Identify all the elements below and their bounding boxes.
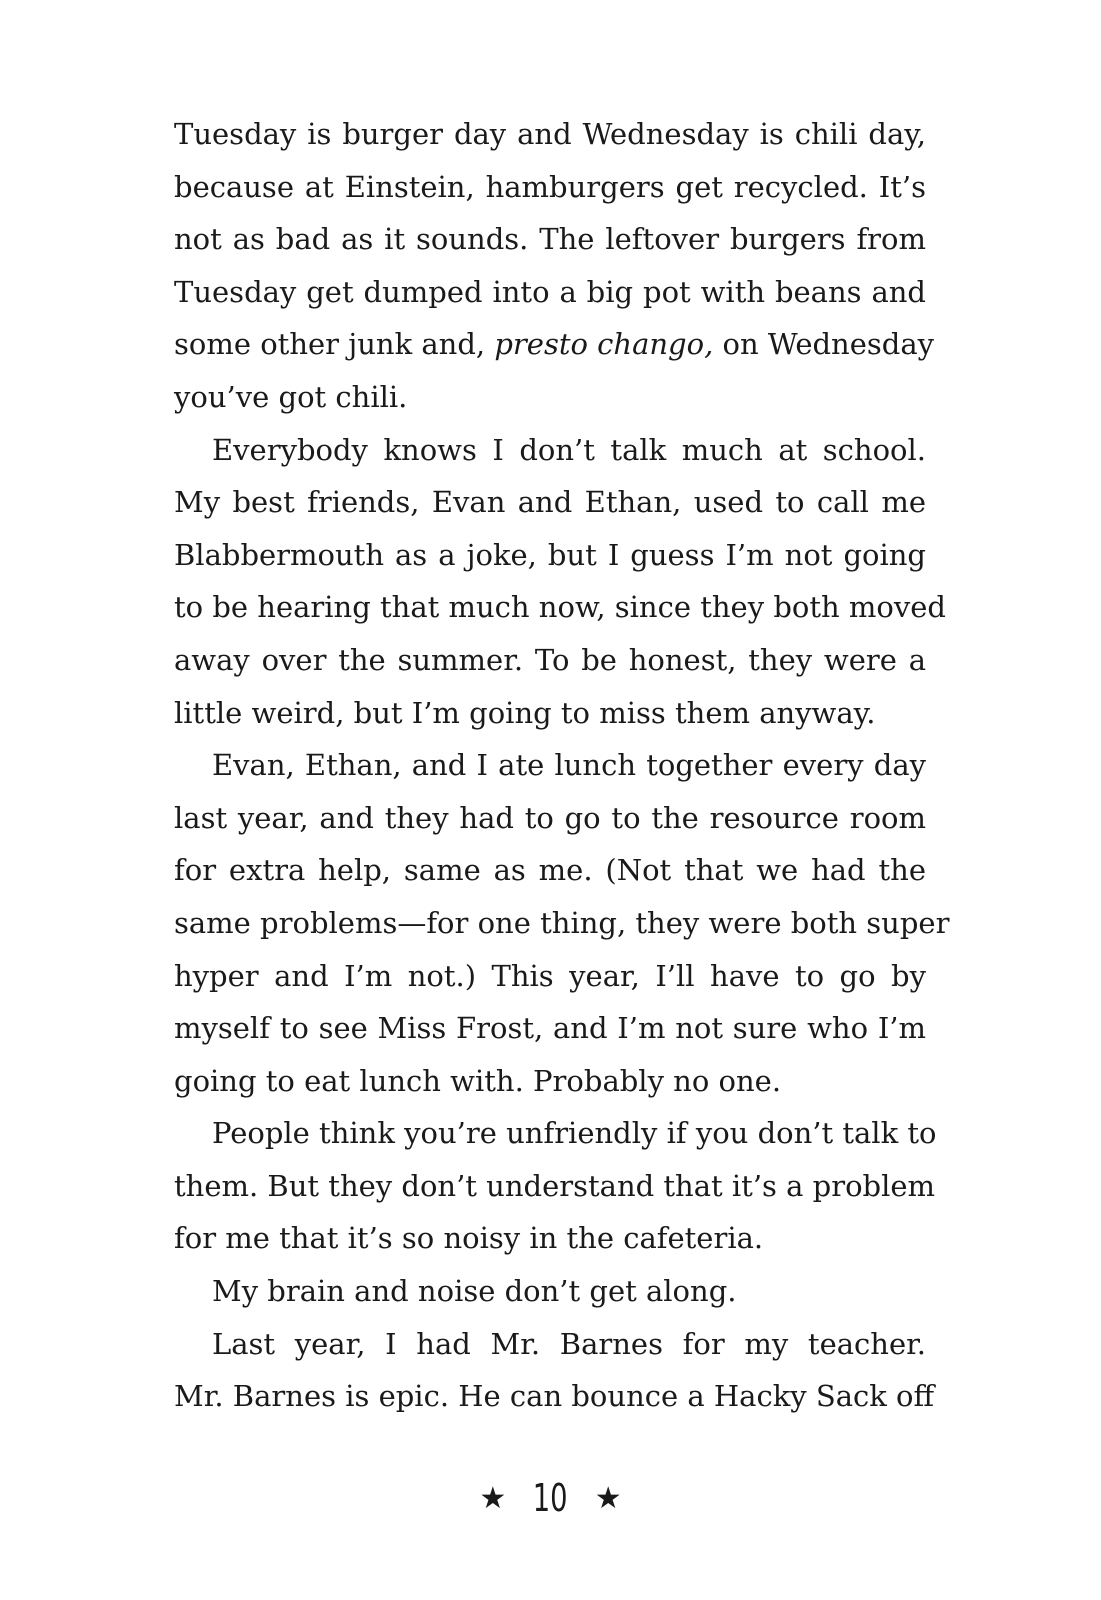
paragraph [174,1318,935,1423]
text-line: Tuesday get dumped into a big pot with beans and [174,274,926,309]
text-line: not as bad as it sounds. The leftover burgers from [174,222,926,257]
text-line: Tuesday is burger day and Wednesday is chili day, [174,117,926,151]
text-line: My brain and noise don’t get along. [212,1274,737,1309]
star-left-icon: ★ [479,1481,507,1516]
paragraph [174,739,950,1107]
paragraph [174,424,946,740]
text-run: on Wednesday [713,327,934,362]
text-line: because at Einstein, hamburgers get recycled. It’s [174,169,926,204]
text-line: them. But they don’t understand that it’s a problem [174,1168,936,1203]
text-line: for me that it’s so noisy in the cafeteria. [174,1221,764,1256]
text-line: little weird, but I’m going to miss them anyway. [174,695,876,730]
text-line: myself to see Miss Frost, and I’m not sure who I’m [174,1011,926,1046]
text-line: Mr. Barnes is epic. He can bounce a Hacky Sack off [174,1379,935,1414]
paragraph [174,1107,937,1265]
text-line: Blabbermouth as a joke, but I guess I’m not going [174,537,926,572]
page-number-footer [0,1476,1101,1520]
text-run: some other junk and, [174,327,495,362]
star-right-icon: ★ [594,1481,622,1516]
text-line: going to eat lunch with. Probably no one. [174,1063,782,1098]
text-line: for extra help, same as me. (Not that we had the [174,853,926,888]
paragraph [174,108,934,424]
italic-phrase: presto chango, [494,327,714,362]
text-line: same problems—for one thing, they were both super [174,905,950,940]
text-line: to be hearing that much now, since they both moved [174,590,946,625]
text-line: Evan, Ethan, and I ate lunch together every day [212,748,926,783]
paragraph [174,1265,926,1318]
text-line: My best friends, Evan and Ethan, used to call me [174,485,926,520]
text-line: you’ve got chili. [174,379,408,414]
body-text [174,108,950,1423]
text-line: hyper and I’m not.) This year, I’ll have to go by [174,958,926,993]
text-line: away over the summer. To be honest, they were a [174,642,926,677]
text-line [174,318,934,371]
text-line: Last year, I had Mr. Barnes for my teacher. [212,1326,926,1361]
text-line: Everybody knows I don’t talk much at school. [212,432,926,467]
page-number: 10 [533,1476,568,1520]
text-line: last year, and they had to go to the resource room [174,800,926,835]
text-line: People think you’re unfriendly if you don’t talk to [212,1116,937,1151]
